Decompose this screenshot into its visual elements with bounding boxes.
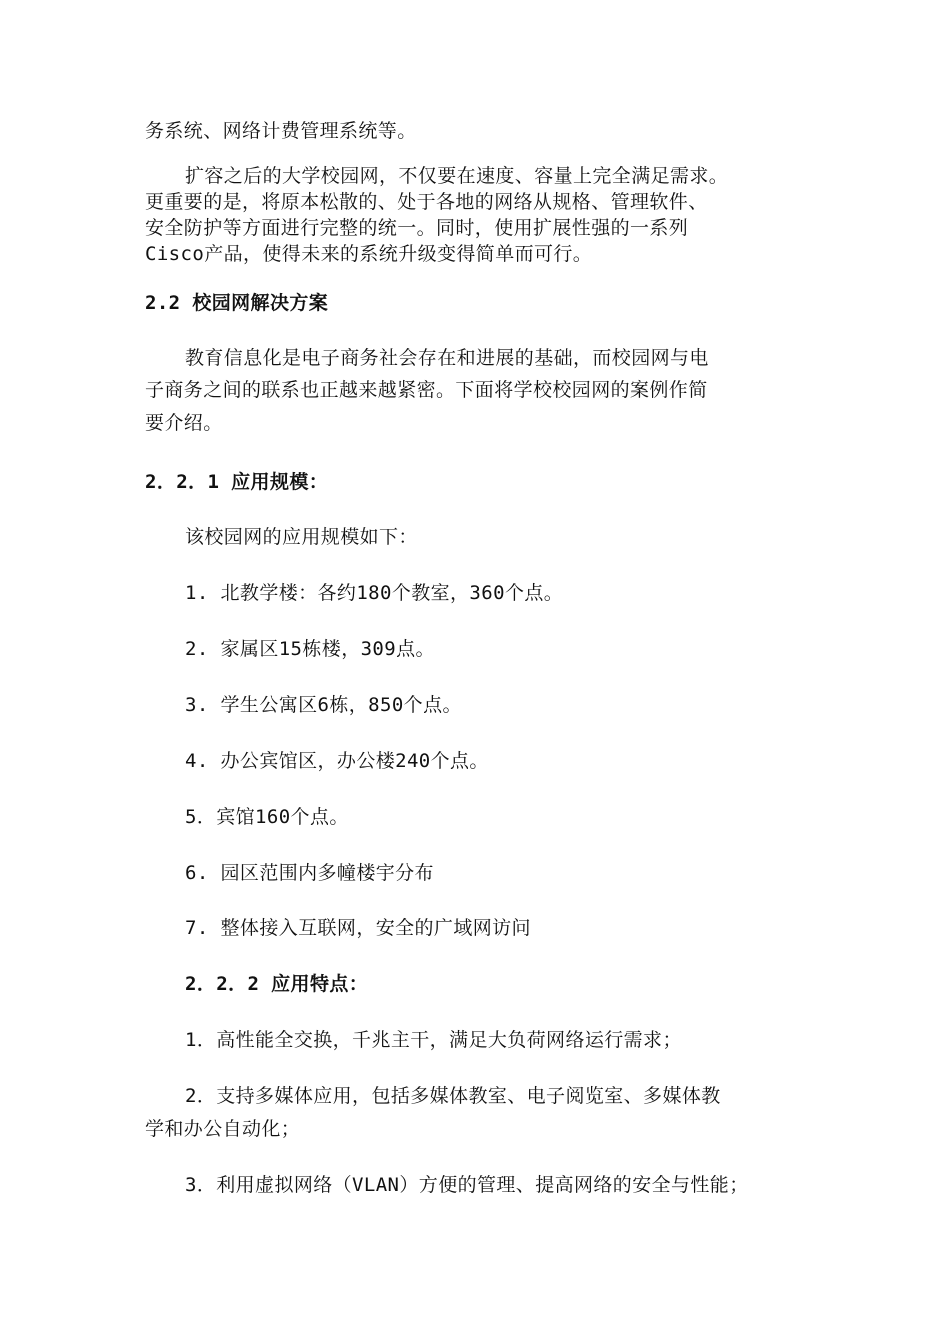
list-item: 3. 学生公寓区6栋，850个点。	[185, 694, 462, 716]
section-heading: 2.2 校园网解决方案	[145, 292, 329, 314]
list-item: 6. 园区范围内多幢楼宇分布	[185, 862, 434, 884]
paragraph-line: 扩容之后的大学校园网，不仅要在速度、容量上完全满足需求。	[185, 165, 729, 187]
list-item: 3．利用虚拟网络（VLAN）方便的管理、提高网络的安全与性能；	[185, 1174, 749, 1196]
paragraph-line: 该校园网的应用规模如下：	[185, 526, 418, 548]
paragraph-line: Cisco产品，使得未来的系统升级变得简单而可行。	[145, 243, 593, 265]
list-item-continuation: 学和办公自动化；	[145, 1118, 301, 1140]
list-item: 1．高性能全交换，千兆主干，满足大负荷网络运行需求；	[185, 1029, 682, 1051]
list-item: 7. 整体接入互联网，安全的广域网访问	[185, 917, 531, 939]
paragraph-line: 安全防护等方面进行完整的统一。同时，使用扩展性强的一系列	[145, 217, 689, 239]
paragraph-line: 更重要的是，将原本松散的、处于各地的网络从规格、管理软件、	[145, 191, 708, 213]
paragraph-line: 教育信息化是电子商务社会存在和进展的基础，而校园网与电	[185, 347, 709, 369]
list-item: 4. 办公宾馆区，办公楼240个点。	[185, 750, 489, 772]
paragraph-line: 要介绍。	[145, 412, 223, 434]
list-item: 2．支持多媒体应用，包括多媒体教室、电子阅览室、多媒体教	[185, 1085, 721, 1107]
subsection-heading: 2．2．2 应用特点：	[185, 973, 369, 995]
list-item: 1. 北教学楼：各约180个教室，360个点。	[185, 582, 564, 604]
subsection-heading: 2．2．1 应用规模：	[145, 471, 329, 493]
list-item: 5．宾馆160个点。	[185, 806, 349, 828]
paragraph-line: 务系统、网络计费管理系统等。	[145, 120, 417, 142]
paragraph-line: 子商务之间的联系也正越来越紧密。下面将学校校园网的案例作简	[145, 379, 708, 401]
list-item: 2. 家属区15栋楼，309点。	[185, 638, 435, 660]
